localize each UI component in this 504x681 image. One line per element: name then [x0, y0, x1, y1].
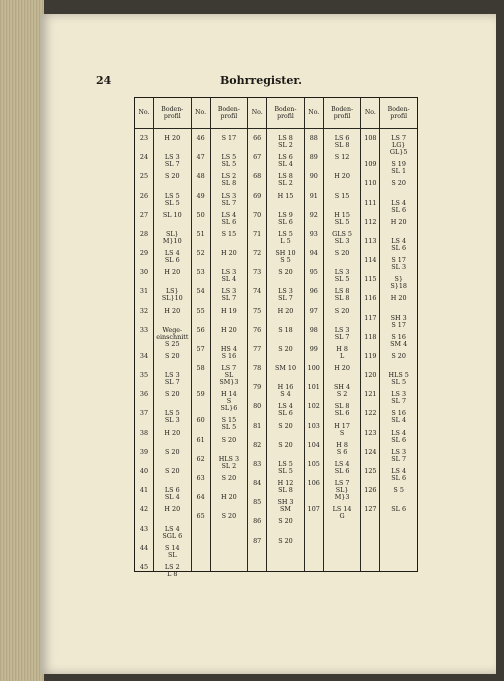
row-number: 110: [364, 179, 377, 188]
soil-profile-cell: LS 4 SL 6: [221, 210, 237, 226]
number-column: [305, 98, 324, 571]
soil-profile-cell: LS 4 SGL 6: [162, 524, 183, 540]
soil-profile-cell: LS 14 G: [332, 505, 352, 521]
profile-column: [324, 98, 361, 571]
soil-profile-cell: H 20: [164, 505, 181, 514]
row-number: 74: [253, 287, 262, 296]
soil-profile-cell: H 20: [221, 493, 237, 502]
row-number: 57: [196, 344, 205, 353]
soil-profile-cell: S 20: [165, 447, 180, 456]
row-number: 58: [196, 364, 205, 373]
soil-profile-cell: HLS 3 SL 2: [218, 454, 240, 470]
row-number: 45: [139, 562, 149, 571]
soil-profile-cell: LS 4 SL 6: [334, 459, 350, 475]
row-number: 76: [253, 325, 262, 334]
soil-profile-cell: LS 6 SL 4: [278, 153, 293, 169]
row-number: 103: [307, 421, 320, 430]
row-number: 124: [364, 447, 377, 456]
row-number: 33: [139, 325, 149, 334]
soil-profile-cell: H 20: [334, 172, 350, 181]
soil-profile-cell: SL 6: [391, 505, 407, 514]
soil-profile-cell: LS 3 SL 7: [221, 287, 237, 303]
soil-profile-cell: H 20: [221, 249, 237, 258]
page-number: 24: [96, 74, 112, 87]
soil-profile-cell: SH 4 S 2: [334, 383, 351, 399]
soil-profile-cell: LS 3 SL 7: [391, 390, 407, 406]
row-number: 60: [196, 416, 205, 425]
soil-profile-cell: SL 8 SL 6: [334, 402, 350, 418]
soil-profile-cell: S 12: [334, 153, 350, 162]
soil-profile-cell: H 20: [164, 428, 181, 437]
soil-profile-cell: LS 8 SL 2: [278, 134, 293, 149]
soil-profile-cell: H 8 S 6: [336, 440, 348, 456]
row-number: 53: [196, 268, 205, 277]
soil-profile-cell: LS 9 SL 6: [278, 210, 293, 226]
page-title: Bohrregister.: [220, 74, 302, 87]
row-number: 50: [196, 210, 205, 219]
row-number: 38: [139, 428, 149, 437]
row-number: 51: [196, 229, 205, 238]
row-number: 126: [364, 486, 377, 495]
row-number: 24: [139, 153, 149, 162]
row-number: 81: [253, 421, 262, 430]
row-number: 109: [364, 160, 377, 169]
soil-profile-cell: LS 3 SL 7: [221, 191, 237, 207]
row-number: 48: [196, 172, 205, 181]
soil-profile-cell: SH 3 S 17: [390, 313, 407, 329]
row-number: 34: [139, 351, 149, 360]
soil-profile-cell: S 20: [278, 536, 293, 545]
soil-profile-cell: S 20: [391, 179, 406, 188]
soil-profile-cell: S 20: [165, 390, 180, 399]
column-group: [248, 98, 305, 571]
soil-profile-cell: LS 3 SL 7: [164, 153, 180, 169]
row-number: 120: [364, 371, 377, 380]
soil-profile-cell: H 20: [390, 294, 407, 303]
soil-profile-cell: LS 4 SL 6: [391, 428, 407, 444]
column-group: [361, 98, 417, 571]
soil-profile-cell: S 19 SL 1: [391, 160, 407, 176]
row-number: 80: [253, 402, 262, 411]
row-number: 121: [364, 390, 377, 399]
soil-profile-cell: LS 7 SL} M}3: [334, 479, 350, 502]
soil-profile-cell: LS 7 LG} GL}5: [389, 134, 408, 156]
column-header-no: No.: [248, 98, 266, 129]
row-number: 59: [196, 390, 205, 399]
row-number: 96: [309, 287, 318, 296]
row-number: 75: [253, 306, 262, 315]
soil-profile-cell: LS 2 SL 8: [221, 172, 237, 188]
soil-profile-cell: LS 5 SL 5: [221, 153, 237, 169]
row-number: 88: [309, 134, 318, 142]
soil-profile-cell: S 15: [334, 191, 350, 200]
profile-column: [211, 98, 248, 571]
row-number: 37: [139, 409, 149, 418]
soil-profile-cell: LS 3 SL 7: [278, 287, 293, 303]
soil-profile-cell: HLS 5 SL 5: [388, 371, 409, 387]
row-number: 56: [196, 325, 205, 334]
row-number: 87: [253, 536, 262, 545]
soil-profile-cell: S 16 SM 4: [390, 332, 408, 348]
soil-profile-cell: LS 8 SL 2: [278, 172, 293, 188]
soil-profile-cell: H 19: [221, 306, 237, 315]
soil-profile-cell: SM 10: [274, 364, 297, 373]
number-column: [361, 98, 380, 571]
soil-profile-cell: HS 4 S 16: [220, 344, 237, 360]
soil-profile-cell: S 17: [221, 134, 237, 142]
soil-profile-cell: S 20: [391, 351, 406, 360]
soil-profile-cell: SL 10: [162, 210, 182, 219]
soil-profile-cell: S 18: [278, 325, 293, 334]
row-number: 95: [309, 268, 318, 277]
row-number: 86: [253, 517, 262, 526]
row-number: 93: [309, 229, 318, 238]
soil-profile-cell: LS 3 SL 5: [334, 268, 350, 284]
soil-profile-cell: SL} M}10: [162, 229, 182, 245]
soil-profile-cell: LS 7 SL SM}3: [219, 364, 239, 387]
soil-profile-cell: S 20: [165, 172, 180, 181]
number-column: [248, 98, 267, 571]
column-header-profile: Boden- profil: [211, 98, 248, 129]
row-number: 102: [307, 402, 320, 411]
row-number: 35: [139, 371, 149, 380]
soil-profile-cell: S 5: [393, 486, 404, 495]
column-header-no: No.: [135, 98, 153, 129]
soil-profile-cell: LS 3 SL 4: [221, 268, 237, 284]
soil-profile-cell: LS 5 SL 5: [278, 459, 293, 475]
row-number: 66: [253, 134, 262, 142]
row-number: 92: [309, 210, 318, 219]
row-number: 114: [364, 256, 377, 265]
row-number: 28: [139, 229, 149, 238]
row-number: 72: [253, 249, 262, 258]
soil-profile-cell: S 20: [278, 421, 293, 430]
soil-profile-cell: H 20: [164, 306, 181, 315]
soil-profile-cell: H 12 SL 8: [277, 479, 294, 495]
row-number: 97: [309, 306, 318, 315]
row-number: 83: [253, 459, 262, 468]
soil-profile-cell: H 20: [221, 325, 237, 334]
row-number: 67: [253, 153, 262, 162]
row-number: 104: [307, 440, 320, 449]
soil-profile-cell: LS 5 L 5: [278, 229, 293, 245]
row-number: 79: [253, 383, 262, 392]
soil-profile-cell: LS 3 SL 7: [334, 325, 350, 341]
row-number: 62: [196, 454, 205, 463]
number-column: [135, 98, 154, 571]
row-number: 115: [364, 275, 377, 284]
row-number: 29: [139, 249, 149, 258]
soil-profile-cell: H 20: [334, 364, 350, 373]
row-number: 123: [364, 428, 377, 437]
row-number: 70: [253, 210, 262, 219]
row-number: 55: [196, 306, 205, 315]
row-number: 108: [364, 134, 377, 142]
soil-profile-cell: S 20: [221, 435, 237, 444]
row-number: 91: [309, 191, 318, 200]
soil-profile-cell: S 20: [221, 512, 237, 521]
row-number: 125: [364, 466, 377, 475]
row-number: 68: [253, 172, 262, 181]
soil-profile-cell: S 20: [278, 344, 293, 353]
borehole-register-table: [134, 97, 418, 578]
book-page-edges: [0, 0, 44, 681]
soil-profile-cell: S 20: [334, 249, 350, 258]
row-number: 73: [253, 268, 262, 277]
soil-profile-cell: S 20: [165, 466, 180, 475]
row-number: 85: [253, 498, 262, 507]
row-number: 105: [307, 459, 320, 468]
soil-profile-cell: LS 4 SL 6: [391, 466, 407, 482]
soil-profile-cell: LS 3 SL 7: [164, 371, 180, 387]
row-number: 90: [309, 172, 318, 181]
profile-column: [154, 98, 191, 578]
soil-profile-cell: S 20: [165, 351, 180, 360]
number-column: [192, 98, 211, 571]
row-number: 69: [253, 191, 262, 200]
row-number: 94: [309, 249, 318, 258]
column-header-no: No.: [361, 98, 379, 129]
row-number: 64: [196, 493, 205, 502]
soil-profile-cell: H 15 SL 5: [334, 210, 350, 226]
soil-profile-cell: Wege- einschnitt S 25: [156, 325, 189, 348]
soil-profile-cell: LS 6 SL 8: [334, 134, 350, 149]
row-number: 30: [139, 268, 149, 277]
soil-profile-cell: H 16 S 4: [277, 383, 294, 399]
soil-profile-cell: H 8 L: [336, 344, 348, 360]
soil-profile-cell: LS 4 SL 6: [278, 402, 293, 418]
row-number: 43: [139, 524, 149, 533]
column-group: [192, 98, 249, 571]
row-number: 44: [139, 543, 149, 552]
column-group: [305, 98, 362, 571]
row-number: 63: [196, 474, 205, 482]
soil-profile-cell: LS 4 SL 6: [391, 236, 407, 252]
soil-profile-cell: LS 5 SL 3: [164, 409, 180, 425]
soil-profile-cell: SH 3 SM: [277, 498, 294, 514]
row-number: 82: [253, 440, 262, 449]
row-number: 65: [196, 512, 205, 521]
row-number: 31: [139, 287, 149, 296]
soil-profile-cell: S 17 SL 3: [391, 256, 407, 272]
row-number: 42: [139, 505, 149, 514]
soil-profile-cell: GLS 5 SL 3: [332, 229, 352, 245]
soil-profile-cell: LS} SL}10: [161, 287, 183, 303]
page-header: [96, 74, 426, 90]
soil-profile-cell: H 20: [164, 134, 181, 142]
row-number: 111: [364, 198, 377, 207]
profile-column: [380, 98, 417, 571]
row-number: 78: [253, 364, 262, 373]
soil-profile-cell: LS 4 SL 6: [164, 249, 180, 265]
row-number: 36: [139, 390, 149, 399]
soil-profile-cell: S 20: [278, 268, 293, 277]
row-number: 113: [364, 236, 377, 245]
soil-profile-cell: LS 5 SL 5: [164, 191, 180, 207]
row-number: 116: [364, 294, 377, 303]
row-number: 27: [139, 210, 149, 219]
row-number: 99: [309, 344, 318, 353]
soil-profile-cell: LS 3 SL 7: [391, 447, 407, 463]
row-number: 112: [364, 217, 377, 226]
soil-profile-cell: LS 8 SL 8: [334, 287, 350, 303]
row-number: 89: [309, 153, 318, 162]
soil-profile-cell: H 20: [390, 217, 407, 226]
soil-profile-cell: S 20: [278, 517, 293, 526]
soil-profile-cell: S 14 SL: [165, 543, 180, 559]
row-number: 127: [364, 505, 377, 514]
row-number: 32: [139, 306, 149, 315]
row-number: 54: [196, 287, 205, 296]
column-header-no: No.: [192, 98, 210, 129]
row-number: 71: [253, 229, 262, 238]
row-number: 119: [364, 351, 377, 360]
row-number: 39: [139, 447, 149, 456]
row-number: 118: [364, 332, 377, 341]
soil-profile-cell: H 17 S: [334, 421, 350, 437]
row-number: 61: [196, 435, 205, 444]
profile-column: [267, 98, 304, 571]
row-number: 84: [253, 479, 262, 488]
row-number: 52: [196, 249, 205, 258]
row-number: 122: [364, 409, 377, 418]
column-header-profile: Boden- profil: [154, 98, 191, 129]
row-number: 25: [139, 172, 149, 181]
row-number: 107: [307, 505, 320, 514]
soil-profile-cell: H 14 S SL}6: [220, 390, 238, 413]
soil-profile-cell: S 20: [221, 474, 237, 482]
soil-profile-cell: H 20: [164, 268, 181, 277]
column-header-profile: Boden- profil: [267, 98, 304, 129]
column-group: [135, 98, 192, 578]
soil-profile-cell: LS 6 SL 4: [164, 486, 180, 502]
soil-profile-cell: LS 2 L 8: [164, 562, 180, 578]
column-header-profile: Boden- profil: [380, 98, 417, 129]
soil-profile-cell: S 15: [221, 229, 237, 238]
soil-profile-cell: SH 10 S 5: [275, 249, 296, 265]
row-number: 47: [196, 153, 205, 162]
soil-profile-cell: S 16 SL 4: [391, 409, 407, 425]
row-number: 41: [139, 486, 149, 495]
column-header-no: No.: [305, 98, 323, 129]
row-number: 106: [307, 479, 320, 488]
row-number: 40: [139, 466, 149, 475]
soil-profile-cell: LS 4 SL 6: [391, 198, 407, 214]
row-number: 98: [309, 325, 318, 334]
column-header-profile: Boden- profil: [324, 98, 361, 129]
row-number: 100: [307, 364, 320, 373]
soil-profile-cell: H 20: [277, 306, 294, 315]
soil-profile-cell: H 15: [277, 191, 294, 200]
soil-profile-cell: S 20: [334, 306, 350, 315]
soil-profile-cell: S 15 SL 5: [221, 416, 237, 432]
row-number: 26: [139, 191, 149, 200]
row-number: 46: [196, 134, 205, 142]
row-number: 101: [307, 383, 320, 392]
row-number: 23: [139, 134, 149, 142]
soil-profile-cell: S} S}18: [390, 275, 407, 291]
row-number: 49: [196, 191, 205, 200]
soil-profile-cell: S 20: [278, 440, 293, 449]
row-number: 77: [253, 344, 262, 353]
row-number: 117: [364, 313, 377, 322]
